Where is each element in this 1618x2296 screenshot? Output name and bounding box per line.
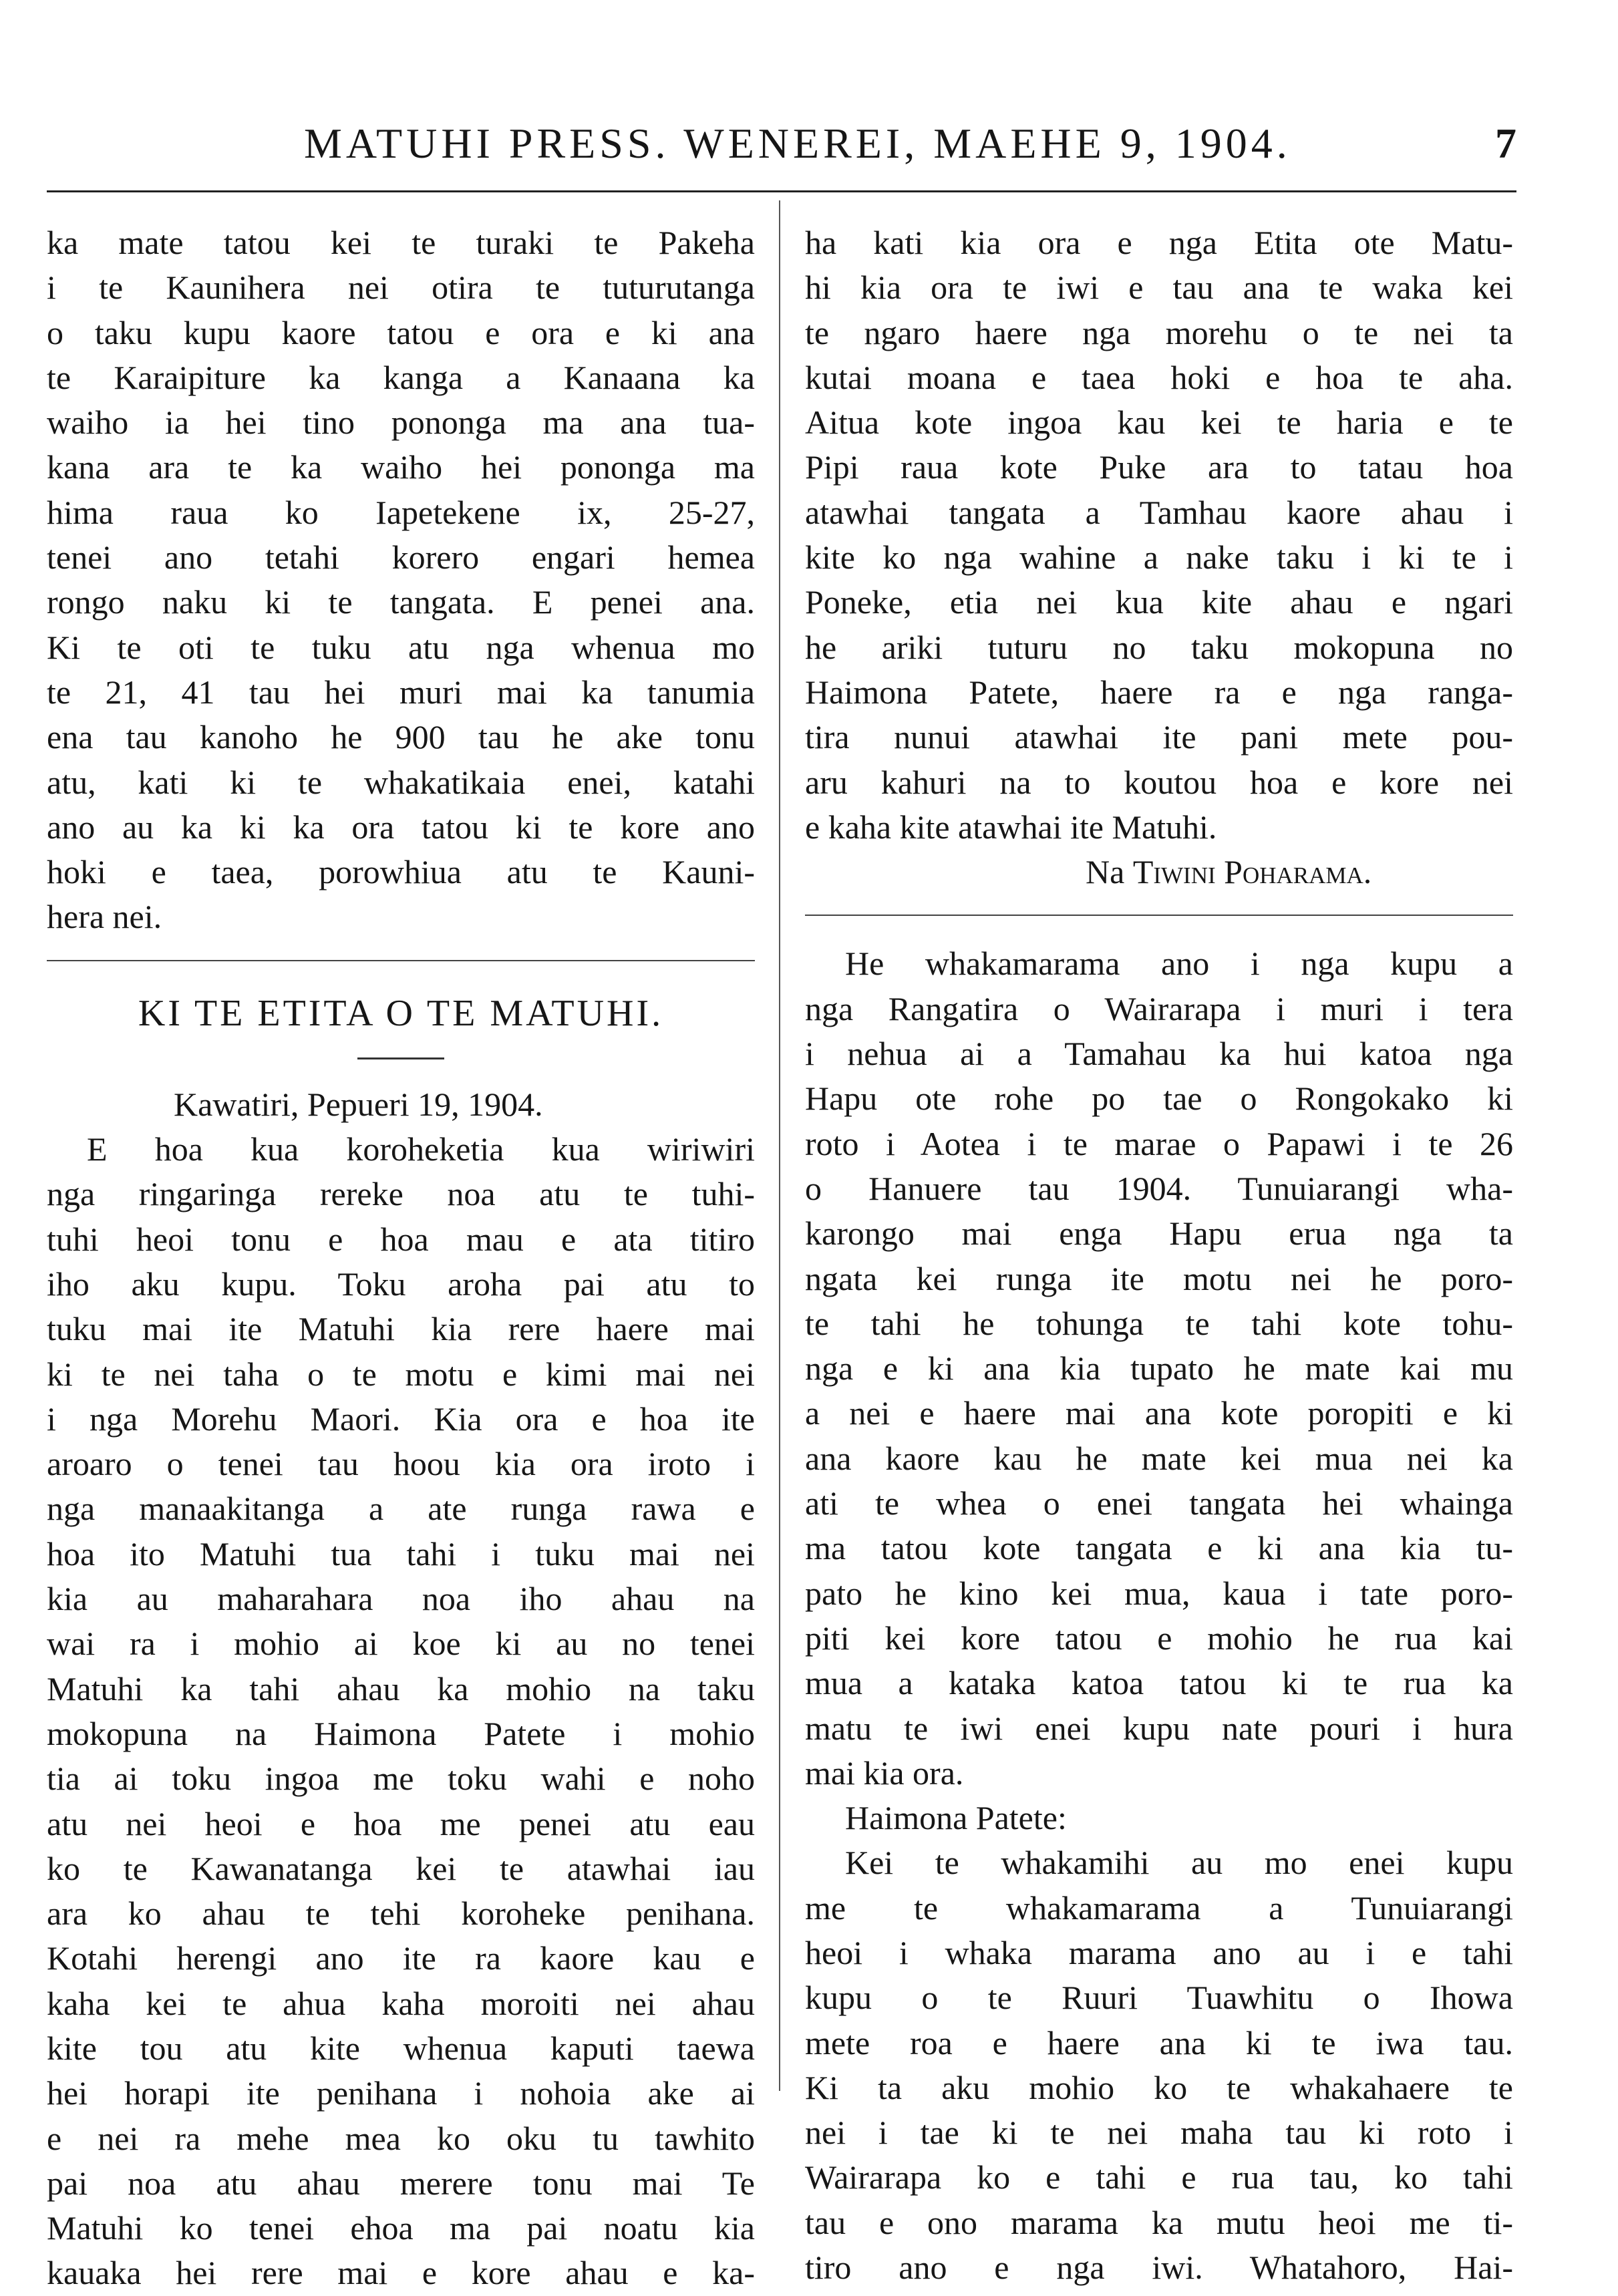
speaker-name: Haimona Patete: [845, 1799, 1067, 1837]
text-line: e kaha kite atawhai ite Matuhi. [805, 808, 1217, 846]
text-line: Pipi raua kote Puke ara to tatau hoa [805, 448, 1513, 486]
text-line: kauaka hei rere mai e kore ahau e ka- [47, 2254, 755, 2292]
letter-body [47, 1127, 755, 2296]
text-line: ko te Kawanatanga kei te atawhai iau [47, 1849, 755, 1887]
text-line: Ki ta aku mohio ko te whakahaere te [805, 2068, 1513, 2106]
text-line: aru kahuri na to koutou hoa e kore nei [805, 763, 1513, 801]
text-line: kia au maharahara noa iho ahau na [47, 1580, 755, 1618]
text-line: kana ara te ka waiho hei pononga ma [47, 448, 755, 486]
text-line: iho aku kupu. Toku aroha pai atu to [47, 1265, 755, 1303]
text-line: piti kei kore tatou e mohio he rua kai [805, 1619, 1513, 1657]
text-line: a nei e haere mai ana kote poropiti e ki [805, 1394, 1513, 1432]
text-line: kite tou atu kite whenua kaputi taewa [47, 2029, 755, 2067]
text-line: i nehua ai a Tamahau ka hui katoa nga [805, 1035, 1513, 1073]
text-line: tuku mai ite Matuhi kia rere haere mai [47, 1310, 755, 1348]
text-line: ki te nei taha o te motu e kimi mai nei [47, 1355, 755, 1393]
text-line: Ki te oti te tuku atu nga whenua mo [47, 628, 755, 666]
text-line: ati te whea o enei tangata hei whainga [805, 1484, 1513, 1522]
text-line: He whakamarama ano i nga kupu a [845, 945, 1513, 983]
text-line: ma tatou kote tangata e ki ana kia tu- [805, 1529, 1513, 1567]
text-line: tiro ano e nga iwi. Whatahoro, Hai- [805, 2249, 1513, 2287]
text-line: Hapu ote rohe po tae o Rongokako ki [805, 1080, 1513, 1118]
text-line: waiho ia hei tino pononga ma ana tua- [47, 403, 755, 442]
text-line: nei i tae ki te nei maha tau ki roto i [805, 2114, 1513, 2152]
text-line: mokopuna na Haimona Patete i mohio [47, 1714, 755, 1752]
signature-prefix: Na [1086, 853, 1125, 891]
column-divider [779, 200, 780, 2091]
text-line: Aitua kote ingoa kau kei te haria e te [805, 403, 1513, 442]
text-line: Kei te whakamihi au mo enei kupu [845, 1844, 1513, 1882]
section-rule [47, 960, 755, 961]
text-line: pato he kino kei mua, kaua i tate poro- [805, 1574, 1513, 1612]
header-rule [47, 190, 1516, 192]
text-line: mai kia ora. [805, 1754, 964, 1792]
text-line: kite ko nga wahine a nake taku i ki te i [805, 538, 1513, 577]
text-line: tira nunui atawhai ite pani mete pou- [805, 718, 1513, 756]
section-rule [805, 915, 1513, 916]
text-line: kutai moana e taea hoki e hoa te aha. [805, 358, 1513, 396]
text-line: Haimona Patete, haere ra e nga ranga- [805, 673, 1513, 711]
text-line: atawhai tangata a Tamhau kaore ahau i [805, 493, 1513, 531]
text-line: i te Kaunihera nei otira te tuturutanga [47, 269, 755, 307]
text-line: matu te iwi enei kupu nate pouri i hura [805, 1709, 1513, 1747]
letter-conclusion [805, 220, 1513, 850]
text-line: heoi i whaka marama ano au i e tahi [805, 1933, 1513, 1971]
text-line: nga e ki ana kia tupato he mate kai mu [805, 1349, 1513, 1387]
text-line: Matuhi ka tahi ahau ka mohio na taku [47, 1669, 755, 1707]
text-line: ana kaore kau he mate kei mua nei ka [805, 1439, 1513, 1477]
text-line: mua a kataka katoa tatou ki te rua ka [805, 1664, 1513, 1702]
right-column [805, 220, 1513, 2287]
text-line: ara ko ahau te tehi koroheke penihana. [47, 1895, 755, 1933]
text-line: ano au ka ki ka ora tatou ki te kore ano [47, 808, 755, 846]
text-line: tuhi heoi tonu e hoa mau e ata titiro [47, 1220, 755, 1258]
page-header [47, 119, 1516, 166]
text-line: karongo mai enga Hapu erua nga ta [805, 1214, 1513, 1253]
text-line: ngata kei runga ite motu nei he poro- [805, 1259, 1513, 1297]
text-line: he ariki tuturu no taku mokopuna no [805, 628, 1513, 666]
text-line: hi kia ora te iwi e tau ana te waka kei [805, 269, 1513, 307]
text-line: atu, kati ki te whakatikaia enei, katahi [47, 763, 755, 801]
text-line: Kotahi herengi ano ite ra kaore kau e [47, 1939, 755, 1977]
text-line: te 21, 41 tau hei muri mai ka tanumia [47, 673, 755, 711]
page-number: 7 [1495, 120, 1516, 167]
text-line: o taku kupu kaore tatou e ora e ki ana [47, 313, 755, 351]
text-line: hera nei. [47, 898, 162, 936]
text-line: roto i Aotea i te marae o Papawi i te 26 [805, 1124, 1513, 1162]
text-line: e nei ra mehe mea ko oku tu tawhito [47, 2119, 755, 2157]
text-line: te ngaro haere nga morehu o te nei ta [805, 313, 1513, 351]
text-line: tau e ono marama ka mutu heoi me ti- [805, 2203, 1513, 2241]
text-line: aroaro o tenei tau hoou kia ora iroto i [47, 1445, 755, 1483]
text-line: tenei ano tetahi korero engari hemea [47, 538, 755, 577]
text-line: kaha kei te ahua kaha moroiti nei ahau [47, 1984, 755, 2022]
text-line: Poneke, etia nei kua kite ahau e ngari [805, 583, 1513, 621]
text-line: me te whakamarama a Tunuiarangi [805, 1889, 1513, 1927]
text-line: E hoa kua koroheketia kua wiriwiri [87, 1130, 755, 1168]
text-line: rongo naku ki te tangata. E penei ana. [47, 583, 755, 621]
text-line: Wairarapa ko e tahi e rua tau, ko tahi [805, 2158, 1513, 2196]
text-line: nga manaakitanga a ate runga rawa e [47, 1490, 755, 1528]
article-heading: KI TE ETITA O TE MATUHI. [138, 992, 664, 1034]
text-line: nga Rangatira o Wairarapa i muri i tera [805, 989, 1513, 1027]
signature-name: Tiwini Poharama. [1132, 853, 1372, 891]
text-line: te tahi he tohunga te tahi kote tohu- [805, 1304, 1513, 1342]
letter-continuation [47, 220, 755, 940]
text-line: pai noa atu ahau merere tonu mai Te [47, 2164, 755, 2202]
text-line: Matuhi ko tenei ehoa ma pai noatu kia [47, 2209, 755, 2247]
text-line: tia ai toku ingoa me toku wahi e noho [47, 1760, 755, 1798]
text-line: ena tau kanoho he 900 tau he ake tonu [47, 718, 755, 756]
text-line: te Karaipiture ka kanga a Kanaana ka [47, 358, 755, 396]
text-line: hoa ito Matuhi tua tahi i tuku mai nei [47, 1534, 755, 1573]
letter-signature [805, 850, 1513, 894]
text-line: hima raua ko Iapetekene ix, 25-27, [47, 493, 755, 531]
text-line: nga ringaringa rereke noa atu te tuhi- [47, 1175, 755, 1213]
newspaper-masthead: MATUHI PRESS. WENEREI, MAEHE 9, 1904. [304, 120, 1291, 167]
left-column [47, 220, 755, 2292]
text-line: atu nei heoi e hoa me penei atu eau [47, 1804, 755, 1842]
text-line: kupu o te Ruuri Tuawhitu o Ihowa [805, 1979, 1513, 2017]
text-line: ka mate tatou kei te turaki te Pakeha [47, 224, 755, 261]
heading-rule [357, 1057, 444, 1059]
text-line: mete roa e haere ana ki te iwa tau. [805, 2023, 1513, 2062]
dateline: Kawatiri, Pepueri 19, 1904. [174, 1085, 543, 1123]
text-line: hei horapi ite penihana i nohoia ake ai [47, 2074, 755, 2112]
text-line: i nga Morehu Maori. Kia ora e hoa ite [47, 1400, 755, 1438]
text-line: wai ra i mohio ai koe ki au no tenei [47, 1625, 755, 1663]
article-body [805, 941, 1513, 2290]
text-line: hoki e taea, porowhiua atu te Kauni- [47, 853, 755, 891]
text-line: o Hanuere tau 1904. Tunuiarangi wha- [805, 1169, 1513, 1207]
text-line: ha kati kia ora e nga Etita ote Matu- [805, 224, 1513, 261]
